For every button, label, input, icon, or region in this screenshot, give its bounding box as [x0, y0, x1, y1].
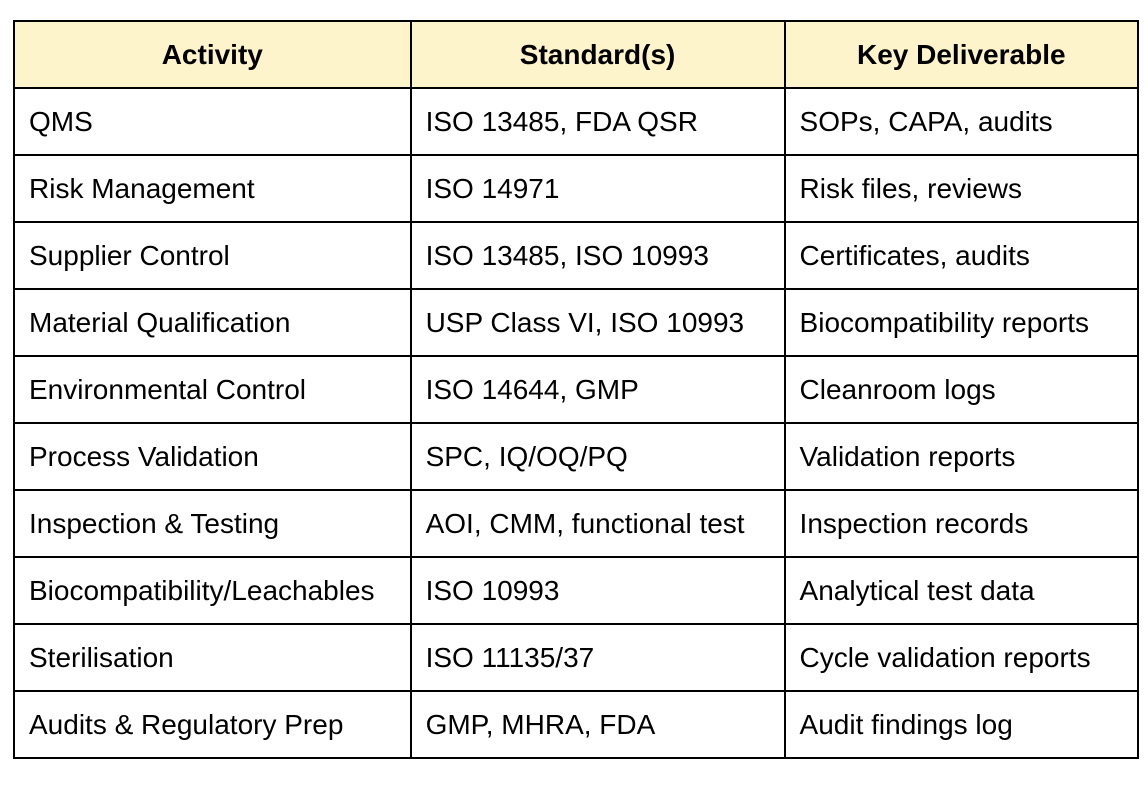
cell-activity: Inspection & Testing	[14, 490, 411, 557]
cell-deliverable: Risk files, reviews	[785, 155, 1138, 222]
cell-standards: ISO 13485, ISO 10993	[411, 222, 785, 289]
cell-deliverable: SOPs, CAPA, audits	[785, 88, 1138, 155]
cell-standards: USP Class VI, ISO 10993	[411, 289, 785, 356]
cell-deliverable: Inspection records	[785, 490, 1138, 557]
table-row	[14, 691, 1138, 758]
table-row	[14, 557, 1138, 624]
cell-activity: Audits & Regulatory Prep	[14, 691, 411, 758]
cell-deliverable: Biocompatibility reports	[785, 289, 1138, 356]
table-row	[14, 88, 1138, 155]
cell-activity: Process Validation	[14, 423, 411, 490]
cell-deliverable: Certificates, audits	[785, 222, 1138, 289]
cell-standards: GMP, MHRA, FDA	[411, 691, 785, 758]
table-row	[14, 624, 1138, 691]
cell-deliverable: Analytical test data	[785, 557, 1138, 624]
cell-activity: Biocompatibility/Leachables	[14, 557, 411, 624]
table-row	[14, 289, 1138, 356]
table-row	[14, 222, 1138, 289]
cell-standards: ISO 13485, FDA QSR	[411, 88, 785, 155]
cell-deliverable: Cycle validation reports	[785, 624, 1138, 691]
table-row	[14, 356, 1138, 423]
cell-activity: Material Qualification	[14, 289, 411, 356]
cell-activity: Sterilisation	[14, 624, 411, 691]
cell-standards: ISO 11135/37	[411, 624, 785, 691]
cell-activity: Supplier Control	[14, 222, 411, 289]
table-row	[14, 423, 1138, 490]
cell-standards: SPC, IQ/OQ/PQ	[411, 423, 785, 490]
cell-standards: AOI, CMM, functional test	[411, 490, 785, 557]
cell-standards: ISO 14971	[411, 155, 785, 222]
table-row	[14, 155, 1138, 222]
cell-standards: ISO 14644, GMP	[411, 356, 785, 423]
cell-activity: Environmental Control	[14, 356, 411, 423]
table-header	[14, 21, 1138, 88]
header-key-deliverable: Key Deliverable	[785, 21, 1138, 88]
cell-standards: ISO 10993	[411, 557, 785, 624]
table-row	[14, 490, 1138, 557]
header-activity: Activity	[14, 21, 411, 88]
header-row	[14, 21, 1138, 88]
cell-activity: Risk Management	[14, 155, 411, 222]
compliance-table	[13, 20, 1139, 759]
header-standards: Standard(s)	[411, 21, 785, 88]
table-body	[14, 88, 1138, 758]
cell-deliverable: Validation reports	[785, 423, 1138, 490]
cell-activity: QMS	[14, 88, 411, 155]
cell-deliverable: Cleanroom logs	[785, 356, 1138, 423]
cell-deliverable: Audit findings log	[785, 691, 1138, 758]
